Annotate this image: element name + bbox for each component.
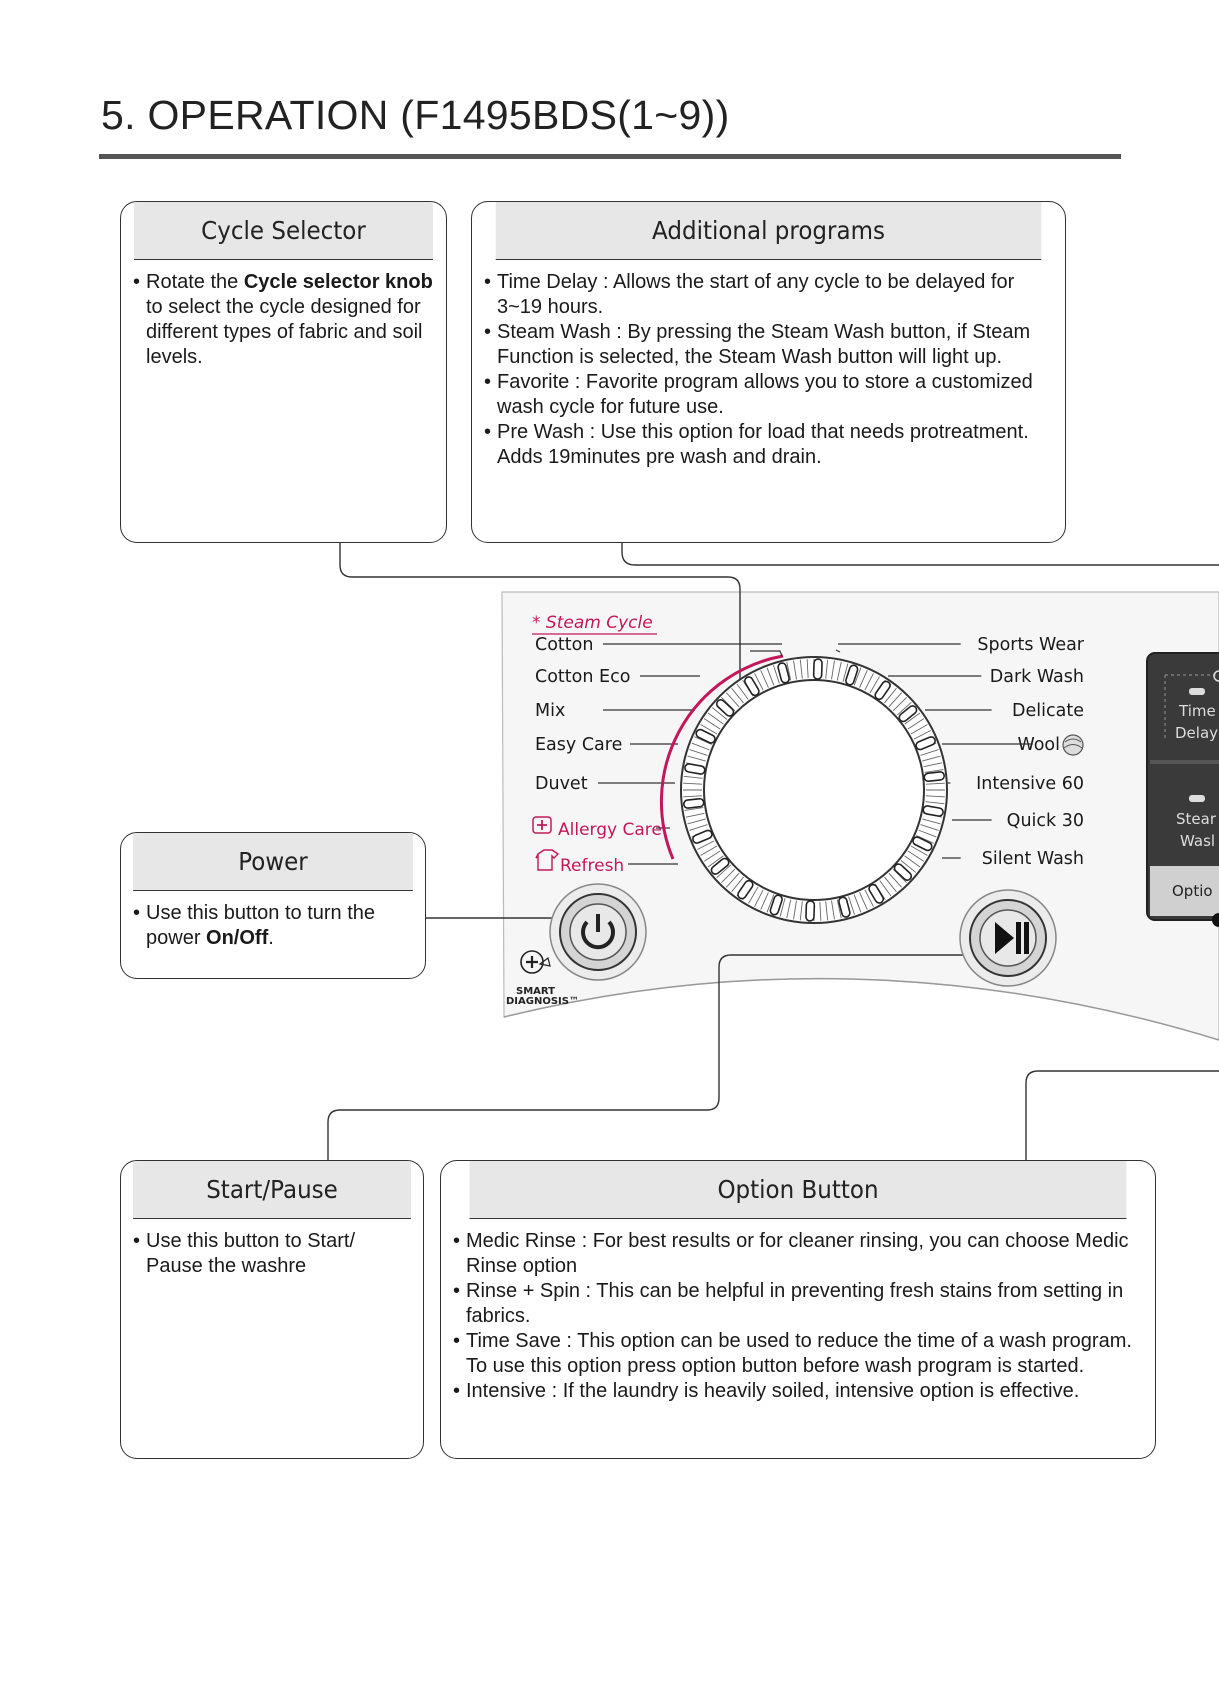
time-delay-label-2: Delay [1175,724,1219,742]
power-text: • Use this button to turn the power On/Off. [133,901,415,951]
power-button [550,884,646,980]
cycle-selector-knob [681,657,947,923]
cycle-label-quick-30: Quick 30 [1006,811,1084,831]
intensive-item: • Intensive : If the laundry is heavily soiled, intensive option is effective. [453,1379,1145,1404]
steam-cycle-label: * Steam Cycle [532,613,653,633]
start-pause-text: • Use this button to Start/ Pause the washre [133,1229,413,1279]
cycle-label-delicate: Delicate [1012,701,1084,721]
favorite-item: • Favorite : Favorite program allows you to store a customized wash cycle for future use. [484,370,1055,420]
power-title: Power [133,833,413,891]
steam-wash-label-2: Wasl [1180,832,1216,850]
start-pause-box [120,1160,424,1459]
time-save-item: • Time Save : This option can be used to reduce the time of a wash program. To use this option press option button before wash program is started. [453,1329,1145,1379]
cycle-label-duvet: Duvet [535,774,588,794]
cycle-label-silent-wash: Silent Wash [981,849,1084,869]
steam-wash-item: • Steam Wash : By pressing the Steam Wash button, if Steam Function is selected, the Steam Wash button will light up. [484,320,1055,370]
cycle-selector-box [120,201,447,543]
cycle-label-mix: Mix [535,701,566,721]
additional-programs-box [471,201,1066,543]
cycle-label-cotton-eco: Cotton Eco [535,667,631,687]
rinse-spin-item: • Rinse + Spin : This can be helpful in preventing fresh stains from setting in fabrics. [453,1279,1145,1329]
cycle-label-cotton: Cotton [535,635,594,655]
smart-diagnosis-label-1: SMART [516,986,555,997]
leader-additional-programs [622,543,1219,565]
time-delay-item: • Time Delay : Allows the start of any cycle to be delayed for 3~19 hours. [484,270,1055,320]
cycle-label-sports-wear: Sports Wear [977,635,1084,655]
medic-rinse-item: • Medic Rinse : For best results or for cleaner rinsing, you can choose Medic Rinse option [453,1229,1145,1279]
cycle-label-wool: Wool [1017,735,1060,755]
time-delay-label-1: Time [1179,702,1216,720]
additional-programs-title: Additional programs [496,202,1042,260]
refresh-label: Refresh [560,856,625,876]
cycle-label-dark-wash: Dark Wash [989,667,1084,687]
page-title: 5. OPERATION (F1495BDS(1~9)) [101,92,730,138]
wool-icon [1063,735,1083,755]
leader-option-button [1026,1071,1219,1160]
steam-wash-label-1: Stear [1176,810,1216,828]
cycle-selector-title: Cycle Selector [134,202,433,260]
option-label: Optio [1172,882,1213,900]
power-box [120,832,426,979]
cycle-selector-text: • Rotate the Cycle selector knob to select the cycle designed for different types of fabric and soil levels. [133,270,436,370]
option-button-box [440,1160,1156,1459]
cycle-label-intensive-60: Intensive 60 [976,774,1084,794]
allergy-care-label: Allergy Care [558,820,662,840]
option-button-title: Option Button [470,1161,1127,1219]
start-pause-title: Start/Pause [133,1161,411,1219]
pre-wash-item: • Pre Wash : Use this option for load that needs protreatment. Adds 19minutes pre wash and drain. [484,420,1055,470]
start-pause-button [960,890,1056,986]
cycle-label-easy-care: Easy Care [535,735,623,755]
smart-diagnosis-label-2: DIAGNOSIS™ [506,996,579,1007]
